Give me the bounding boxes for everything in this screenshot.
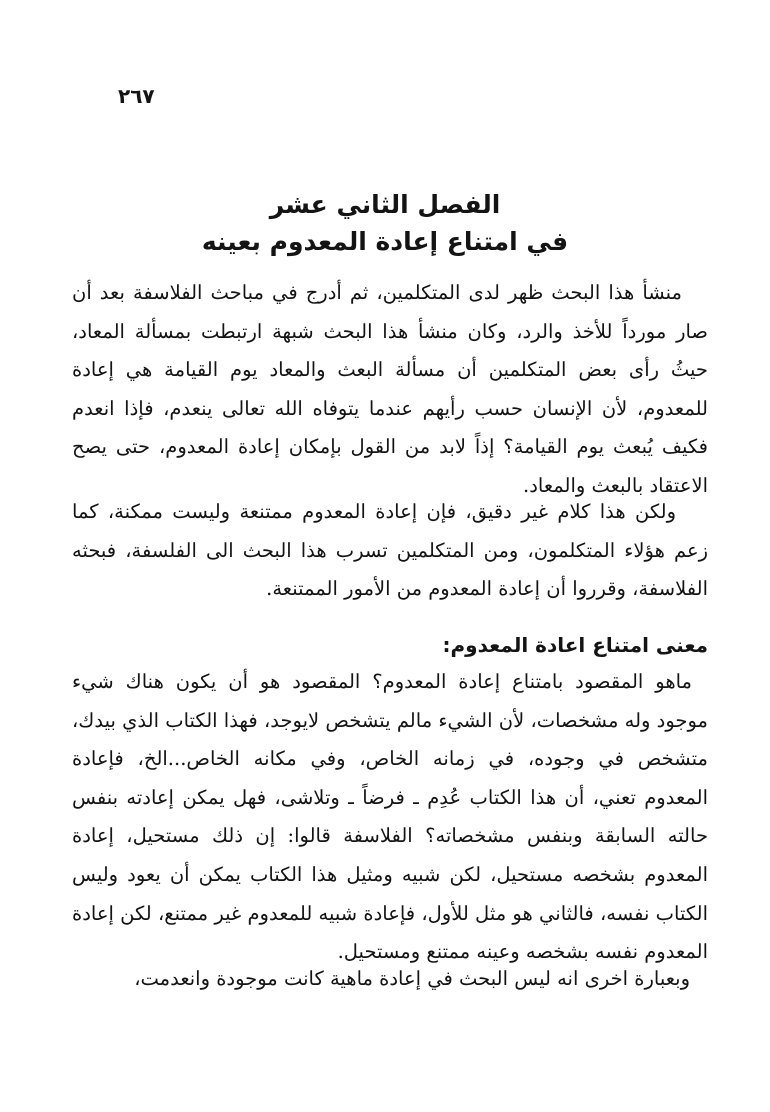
chapter-subtitle: في امتناع إعادة المعدوم بعينه <box>201 227 569 256</box>
paragraph-refutation: ولكن هذا كلام غير دقيق، فإن إعادة المعدوم ممتنعة وليست ممكنة، كما زعم هؤلاء المتكلمون، ومن المتكلمين تسرب هذا البحث الى الفلسفة، فبحثه الفلاسفة، وقرروا أن إعادة المعدوم من الأمور الممتنعة. <box>72 500 708 601</box>
paragraph-origin: منشأ هذا البحث ظهر لدى المتكلمين، ثم أدرج في مباحث الفلاسفة بعد أن صار مورداً للأخذ والرد، وكان منشأ هذا البحث شبهة ارتبطت بمسألة المعاد، حيثُ رأى بعض المتكلمين أن مسألة البعث والمعاد يوم القيامة هي إعادة للمعدوم، لأن الإنسان حسب رأيهم عندما يتوفاه الله تعالى ينعدم، فإذا انعدم فكيف يُبعث يوم القيامة؟ إذاً لابد من القول بإمكان إعادة المعدوم، حتى يصح الاعتقاد بالبعث والمعاد. <box>72 281 708 497</box>
page-number: ٢٦٧ <box>118 84 155 108</box>
paragraph-meaning: ماهو المقصود بامتناع إعادة المعدوم؟ المقصود هو أن يكون هناك شيء موجود وله مشخصات، لأن الشيء مالم يتشخص لايوجد، فهذا الكتاب الذي بيدك، متشخص في وجوده، في زمانه الخاص، وفي مكانه الخاص...الخ، فإعادة المعدوم تعني، أن هذا الكتاب عُدِم ـ فرضاً ـ وتلاشى، فهل يمكن إعادته بنفس حالته السابقة وبنفس مشخصاته؟ الفلاسفة قالوا: إن ذلك مستحيل، إعادة المعدوم بشخصه مستحيل، لكن شبيه ومثيل هذا الكتاب يمكن أن يعود وليس الكتاب نفسه، فالثاني هو مثل للأول، فإعادة شبيه للمعدوم غير ممتنع، لكن إعادة المعدوم نفسه بشخصه وعينه ممتنع ومستحيل. <box>72 670 708 964</box>
section-heading: معنى امتناع اعادة المعدوم: <box>442 633 708 657</box>
chapter-title: الفصل الثاني عشر <box>269 190 501 219</box>
paragraph-continuation: وبعبارة اخرى انه ليس البحث في إعادة ماهية كانت موجودة وانعدمت، <box>134 967 690 990</box>
